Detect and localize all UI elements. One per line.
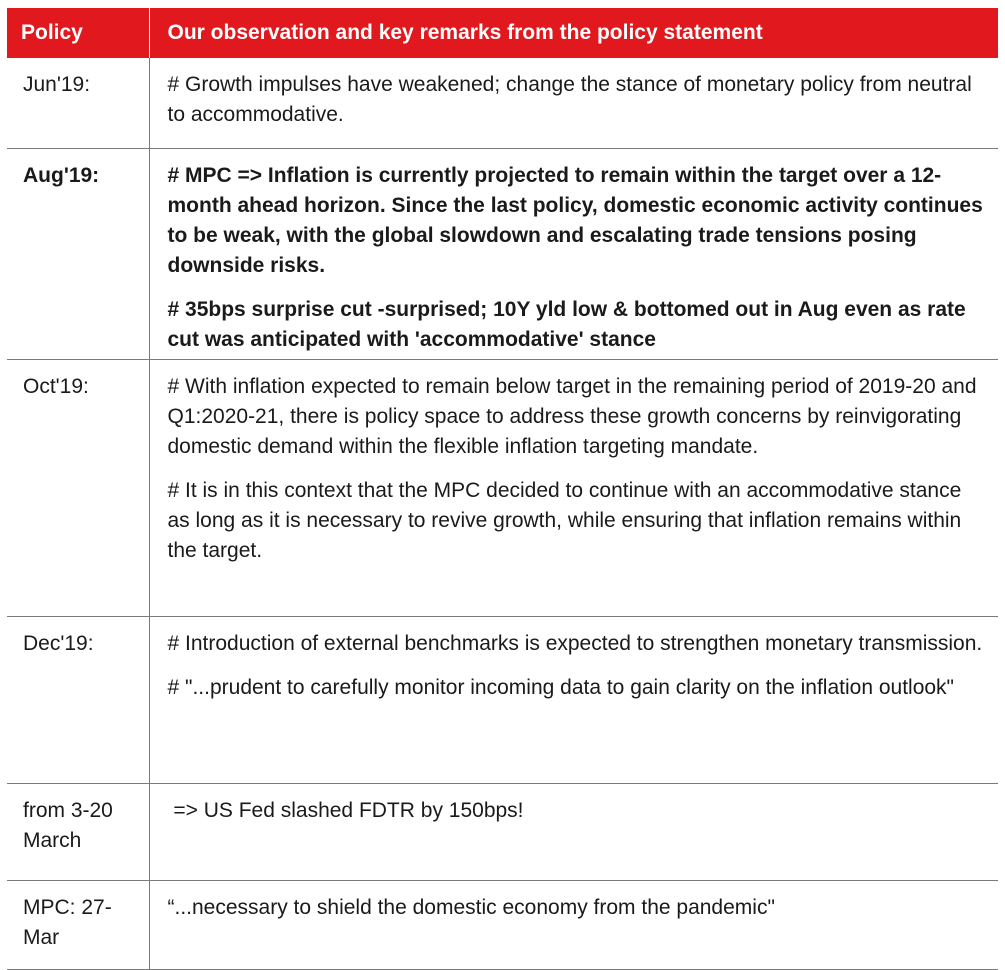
table-header-row bbox=[7, 8, 998, 58]
row-date: Oct'19: bbox=[7, 360, 149, 617]
remark-text: “...necessary to shield the domestic economy from the pandemic" bbox=[167, 896, 775, 919]
table-row bbox=[7, 617, 998, 784]
row-remarks bbox=[149, 617, 998, 784]
remark-text: => US Fed slashed FDTR by 150bps! bbox=[167, 799, 524, 822]
row-date: from 3-20 March bbox=[7, 784, 149, 881]
table-row bbox=[7, 58, 998, 149]
row-date: Dec'19: bbox=[7, 617, 149, 784]
policy-remarks-table bbox=[7, 8, 998, 970]
table-row bbox=[7, 881, 998, 970]
header-policy: Policy bbox=[7, 8, 149, 58]
row-date: Aug'19: bbox=[7, 149, 149, 360]
remark-text: # Growth impulses have weakened; change the stance of monetary policy from neutral to accommodative. bbox=[167, 73, 972, 126]
table-row bbox=[7, 784, 998, 881]
row-remarks bbox=[149, 784, 998, 881]
table-row bbox=[7, 360, 998, 617]
row-date: Jun'19: bbox=[7, 58, 149, 149]
header-remarks: Our observation and key remarks from the policy statement bbox=[149, 8, 998, 58]
row-remarks bbox=[149, 58, 998, 149]
row-date: MPC: 27-Mar bbox=[7, 881, 149, 970]
row-remarks bbox=[149, 360, 998, 617]
remark-text: # It is in this context that the MPC decided to continue with an accommodative stance as long as it is necessary to revive growth, while ensuring that inflation remains within the target. bbox=[167, 479, 962, 562]
remark-text: # MPC => Inflation is currently projected to remain within the target over a 12-month ahead horizon. Since the last policy, domestic economic activity continues to be weak, with the global slowdown and escalating trade tensions posing downside risks. bbox=[167, 164, 983, 277]
remark-text: # 35bps surprise cut -surprised; 10Y yld low & bottomed out in Aug even as rate cut was anticipated with 'accommodative' stance bbox=[167, 298, 966, 351]
row-remarks bbox=[149, 881, 998, 970]
row-remarks bbox=[149, 149, 998, 360]
remark-text: # Introduction of external benchmarks is expected to strengthen monetary transmission. bbox=[167, 632, 983, 655]
remark-text: # With inflation expected to remain below target in the remaining period of 2019-20 and Q1:2020-21, there is policy space to address these growth concerns by reinvigorating domestic demand within the flexible inflation targeting mandate. bbox=[167, 375, 977, 458]
table-row bbox=[7, 149, 998, 360]
remark-text: # "...prudent to carefully monitor incoming data to gain clarity on the inflation outlook" bbox=[167, 676, 955, 699]
